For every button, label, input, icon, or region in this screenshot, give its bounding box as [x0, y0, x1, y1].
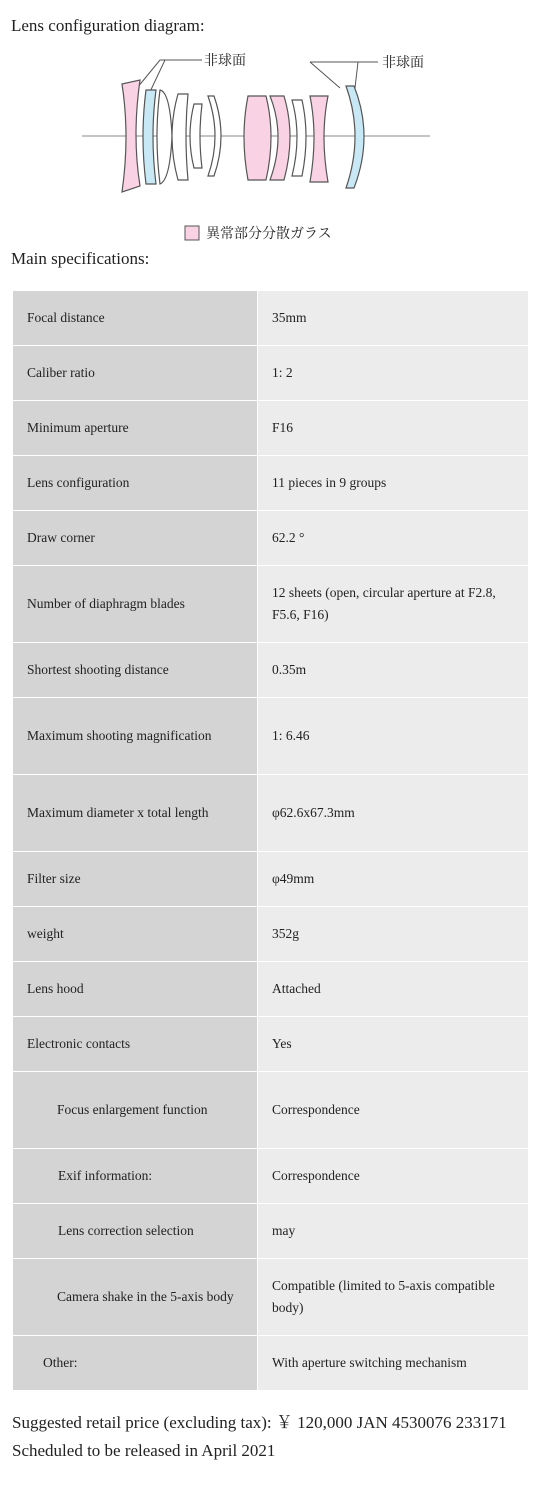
- aspherical-label-right: 非球面: [382, 55, 424, 71]
- table-row: [13, 456, 529, 511]
- spec-label: Exif information:: [13, 1149, 258, 1204]
- lens-element-7: [244, 96, 271, 180]
- ed-glass-legend-label: 異常部分分散ガラス: [206, 226, 332, 242]
- table-row: [13, 401, 529, 456]
- spec-value: φ49mm: [258, 852, 529, 907]
- table-row: [13, 698, 529, 775]
- spec-value: 1: 2: [258, 346, 529, 401]
- table-row: [13, 962, 529, 1017]
- spec-value: Compatible (limited to 5-axis compatible body): [258, 1259, 529, 1336]
- spec-value: Correspondence: [258, 1072, 529, 1149]
- diagram-heading: Lens configuration diagram:: [11, 16, 205, 35]
- spec-value: 352g: [258, 907, 529, 962]
- spec-label: Camera shake in the 5-axis body: [13, 1259, 258, 1336]
- spec-label: Electronic contacts: [13, 1017, 258, 1072]
- lens-element-3: [157, 90, 172, 184]
- spec-label: Focal distance: [13, 291, 258, 346]
- table-row: [13, 852, 529, 907]
- table-row: [13, 1259, 529, 1336]
- table-row: [13, 775, 529, 852]
- price-and-release-info: [12, 1409, 517, 1465]
- table-row: [13, 1017, 529, 1072]
- spec-label: Lens hood: [13, 962, 258, 1017]
- table-row: [13, 1149, 529, 1204]
- spec-value: With aperture switching mechanism: [258, 1336, 529, 1391]
- lens-configuration-diagram: [70, 40, 470, 250]
- spec-label: Minimum aperture: [13, 401, 258, 456]
- table-row: [13, 1336, 529, 1391]
- lens-element-4: [172, 94, 188, 180]
- ed-glass-legend-swatch: [185, 226, 199, 240]
- lens-element-11: [346, 86, 364, 188]
- spec-label: Lens correction selection: [13, 1204, 258, 1259]
- lens-element-8: [270, 96, 290, 180]
- spec-value: Yes: [258, 1017, 529, 1072]
- spec-value: 1: 6.46: [258, 698, 529, 775]
- spec-label: Draw corner: [13, 511, 258, 566]
- spec-value: 0.35m: [258, 643, 529, 698]
- table-row: [13, 1072, 529, 1149]
- lens-element-2: [143, 90, 156, 184]
- spec-label: Focus enlargement function: [13, 1072, 258, 1149]
- spec-value: 35mm: [258, 291, 529, 346]
- spec-label: Maximum shooting magnification: [13, 698, 258, 775]
- spec-value: 11 pieces in 9 groups: [258, 456, 529, 511]
- table-row: [13, 511, 529, 566]
- spec-label: Filter size: [13, 852, 258, 907]
- spec-label: Other:: [13, 1336, 258, 1391]
- spec-label: Shortest shooting distance: [13, 643, 258, 698]
- spec-label: weight: [13, 907, 258, 962]
- lens-element-9: [292, 100, 306, 176]
- specs-heading: Main specifications:: [11, 249, 150, 268]
- spec-label: Caliber ratio: [13, 346, 258, 401]
- spec-value: 62.2 °: [258, 511, 529, 566]
- spec-value: may: [258, 1204, 529, 1259]
- spec-value: 12 sheets (open, circular aperture at F2.8, F5.6, F16): [258, 566, 529, 643]
- spec-value: Attached: [258, 962, 529, 1017]
- table-row: [13, 566, 529, 643]
- spec-label: Number of diaphragm blades: [13, 566, 258, 643]
- retail-price-line: Suggested retail price (excluding tax): ￥ 120,000 JAN 4530076 233171: [12, 1413, 507, 1432]
- aspherical-callout-right: [310, 62, 378, 88]
- lens-element-5: [190, 104, 202, 168]
- release-date-line: Scheduled to be released in April 2021: [12, 1441, 276, 1460]
- specifications-table: [12, 290, 529, 1391]
- spec-value: F16: [258, 401, 529, 456]
- table-row: [13, 907, 529, 962]
- table-row: [13, 643, 529, 698]
- table-row: [13, 346, 529, 401]
- spec-value: φ62.6x67.3mm: [258, 775, 529, 852]
- table-row: [13, 1204, 529, 1259]
- lens-element-10: [310, 96, 328, 182]
- spec-value: Correspondence: [258, 1149, 529, 1204]
- aspherical-label-left: 非球面: [204, 53, 246, 69]
- table-row: [13, 291, 529, 346]
- spec-label: Maximum diameter x total length: [13, 775, 258, 852]
- spec-label: Lens configuration: [13, 456, 258, 511]
